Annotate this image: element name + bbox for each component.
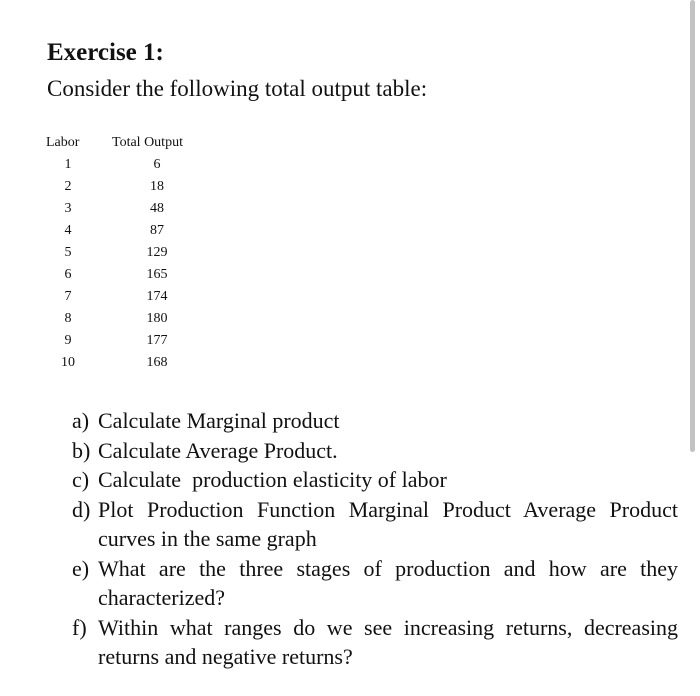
table-header-row [46, 132, 202, 154]
question-marker: e) [72, 555, 90, 581]
labor-cell: 4 [64, 223, 72, 238]
output-cell: 165 [146, 267, 168, 282]
output-cell: 180 [146, 311, 168, 326]
question-text: Within what ranges do we see increasing returns, decreasing returns and negative returns? [98, 614, 678, 669]
question-item [72, 554, 678, 613]
question-text: Calculate Marginal product [98, 408, 340, 433]
labor-cell: 2 [64, 179, 72, 194]
question-text: Calculate Average Product. [98, 437, 338, 463]
labor-cell: 10 [61, 355, 75, 370]
question-marker: a) [72, 408, 90, 433]
question-item [72, 436, 678, 466]
question-text: What are the three stages of production and how are they characterized? [98, 555, 678, 610]
question-marker: f) [72, 614, 87, 640]
exercise-title: Exercise 1: [47, 39, 164, 66]
question-list [72, 406, 678, 672]
question-item [72, 613, 678, 672]
output-cell: 87 [150, 223, 164, 238]
labor-cell: 8 [64, 311, 72, 326]
question-item [72, 495, 678, 554]
column-header-labor: Labor [46, 135, 80, 150]
output-cell: 174 [146, 289, 168, 304]
labor-cell: 3 [64, 201, 72, 216]
output-cell: 18 [150, 179, 164, 194]
question-marker: c) [72, 467, 90, 492]
output-cell: 177 [146, 333, 168, 348]
labor-cell: 5 [64, 245, 72, 260]
table-row [46, 176, 202, 198]
table-row [46, 286, 202, 308]
question-item [72, 406, 678, 436]
question-marker: d) [72, 496, 91, 522]
output-cell: 6 [153, 157, 161, 172]
total-output-table [46, 132, 202, 374]
question-text: Calculate production elasticity of labor [98, 467, 447, 492]
table-row [46, 198, 202, 220]
labor-cell: 9 [64, 333, 72, 348]
vertical-scrollbar[interactable] [690, 0, 695, 452]
table-row [46, 154, 202, 176]
table-row [46, 330, 202, 352]
table-row [46, 220, 202, 242]
output-cell: 129 [146, 245, 168, 260]
labor-cell: 6 [64, 267, 72, 282]
column-header-total-output: Total Output [112, 135, 183, 150]
exercise-intro: Consider the following total output table: [47, 76, 428, 101]
table-row [46, 352, 202, 374]
question-text: Plot Production Function Marginal Product Average Product curves in the same graph [98, 496, 678, 551]
output-cell: 48 [150, 201, 164, 216]
labor-cell: 7 [64, 289, 72, 304]
labor-cell: 1 [64, 157, 72, 172]
table-row [46, 308, 202, 330]
question-item [72, 465, 678, 495]
table-row [46, 264, 202, 286]
output-cell: 168 [146, 355, 168, 370]
question-marker: b) [72, 437, 91, 463]
table-row [46, 242, 202, 264]
